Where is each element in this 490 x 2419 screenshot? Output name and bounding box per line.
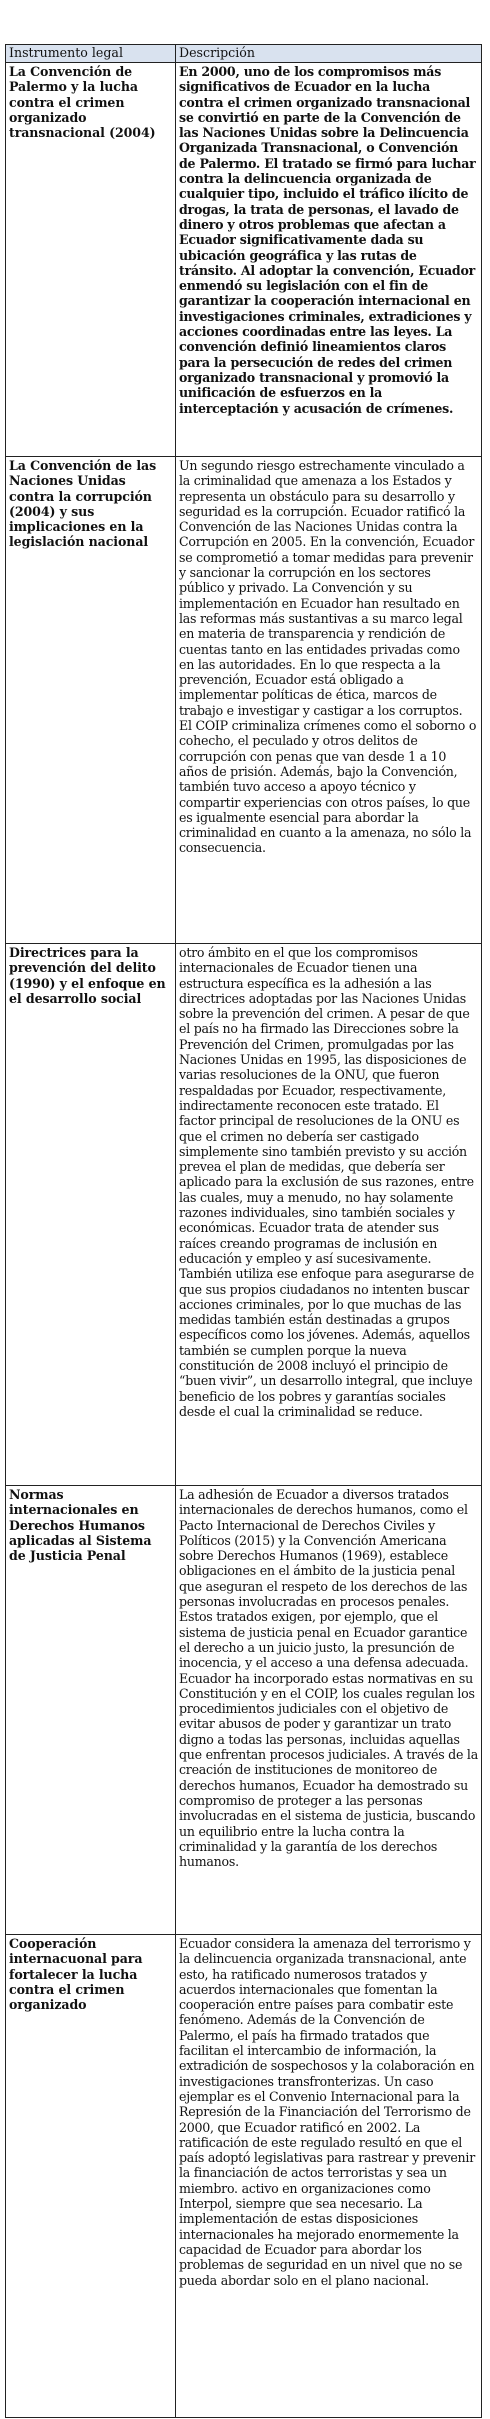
table-row <box>6 944 482 1486</box>
instrument-cell: Directrices para la prevención del delito (1990) y el enfoque en el desarrollo social <box>6 944 176 1486</box>
legal-instruments-table <box>5 44 482 2418</box>
description-cell: Ecuador considera la amenaza del terrorismo y la delincuencia organizada transnacional, ante esto, ha ratificado numerosos tratados y acuerdos internacionales que fomentan la cooperación entre países para combatir este fenómeno. Además de la Convención de Palermo, el país ha firmado tratados que facilitan el intercambio de información, la extradición de sospechosos y la colaboración en investigaciones transfronterizas. Un caso ejemplar es el Convenio Internacional para la Represión de la Financiación del Terrorismo de 2000, que Ecuador ratificó en 2002. La ratificación de este regulado resultó en que el país adoptó legislativas para rastrear y prevenir la financiación de actos terroristas y sea un miembro. activo en organizaciones como Interpol, siempre que sea necesario. La implementación de estas disposiciones internacionales ha mejorado enormemente la capacidad de Ecuador para abordar los problemas de seguridad en un nivel que no se pueda abordar solo en el plano nacional. <box>176 1935 482 2418</box>
header-instrument: Instrumento legal <box>6 45 176 63</box>
instrument-cell: Cooperación internacuonal para fortalecer la lucha contra el crimen organizado <box>6 1935 176 2418</box>
description-cell: Un segundo riesgo estrechamente vinculado a la criminalidad que amenaza a los Estados y representa un obstáculo para su desarrollo y seguridad es la corrupción. Ecuador ratificó la Convención de las Naciones Unidas contra la Corrupción en 2005. En la convención, Ecuador se comprometió a tomar medidas para prevenir y sancionar la corrupción en los sectores público y privado. La Convención y su implementación en Ecuador han resultado en las reformas más sustantivas a su marco legal en materia de transparencia y rendición de cuentas tanto en las entidades privadas como en las autoridades. En lo que respecta a la prevención, Ecuador está obligado a implementar políticas de ética, marcos de trabajo e investigar y castigar a los corruptos. El COIP criminaliza crímenes como el soborno o cohecho, el peculado y otros delitos de corrupción con penas que van desde 1 a 10 años de prisión. Además, bajo la Convención, también tuvo acceso a apoyo técnico y compartir experiencias con otros países, lo que es igualmente esencial para abordar la criminalidad en cuanto a la amenaza, no sólo la consecuencia. <box>176 457 482 944</box>
description-cell: otro ámbito en el que los compromisos internacionales de Ecuador tienen una estructura específica es la adhesión a las directrices adoptadas por las Naciones Unidas sobre la prevención del crimen. A pesar de que el país no ha firmado las Direcciones sobre la Prevención del Crimen, promulgadas por las Naciones Unidas en 1995, las disposiciones de varias resoluciones de la ONU, que fueron respaldadas por Ecuador, respectivamente, indirectamente reconocen este tratado. El factor principal de resoluciones de la ONU es que el crimen no debería ser castigado simplemente sino también previsto y su acción prevea el plan de medidas, que debería ser aplicado para la exclusión de sus razones, entre las cuales, muy a menudo, no hay solamente razones individuales, sino también sociales y económicas. Ecuador trata de atender sus raíces creando programas de inclusión en educación y empleo y así sucesivamente. También utiliza ese enfoque para asegurarse de que sus propios ciudadanos no intenten buscar acciones criminales, por lo que muchas de las medidas también están destinadas a grupos específicos como los jóvenes. Además, aquellos también se cumplen porque la nueva constitución de 2008 incluyó el principio de “buen vivir”, un desarrollo integral, que incluye beneficio de los pobres y garantías sociales desde el cual la criminalidad se reduce. <box>176 944 482 1486</box>
table-row <box>6 457 482 944</box>
table-row <box>6 63 482 457</box>
instrument-cell: La Convención de Palermo y la lucha contra el crimen organizado transnacional (2004) <box>6 63 176 457</box>
instrument-cell: Normas internacionales en Derechos Humanos aplicadas al Sistema de Justicia Penal <box>6 1486 176 1935</box>
description-cell: La adhesión de Ecuador a diversos tratados internacionales de derechos humanos, como el Pacto Internacional de Derechos Civiles y Políticos (2015) y la Convención Americana sobre Derechos Humanos (1969), establece obligaciones en el ámbito de la justicia penal que aseguran el respeto de los derechos de las personas involucradas en procesos penales. Estos tratados exigen, por ejemplo, que el sistema de justicia penal en Ecuador garantice el derecho a un juicio justo, la presunción de inocencia, y el acceso a una defensa adecuada. Ecuador ha incorporado estas normativas en su Constitución y en el COIP, los cuales regulan los procedimientos judiciales con el objetivo de evitar abusos de poder y garantizar un trato digno a todas las personas, incluidas aquellas que enfrentan procesos judiciales. A través de la creación de instituciones de monitoreo de derechos humanos, Ecuador ha demostrado su compromiso de proteger a las personas involucradas en el sistema de justicia, buscando un equilibrio entre la lucha contra la criminalidad y la garantía de los derechos humanos. <box>176 1486 482 1935</box>
table-row <box>6 1486 482 1935</box>
table-header-row <box>6 45 482 63</box>
header-description: Descripción <box>176 45 482 63</box>
table-row <box>6 1935 482 2418</box>
description-cell: En 2000, uno de los compromisos más significativos de Ecuador en la lucha contra el crimen organizado transnacional se convirtió en parte de la Convención de las Naciones Unidas sobre la Delincuencia Organizada Transnacional, o Convención de Palermo. El tratado se firmó para luchar contra la delincuencia organizada de cualquier tipo, incluido el tráfico ilícito de drogas, la trata de personas, el lavado de dinero y otros problemas que afectan a Ecuador significativamente dada su ubicación geográfica y las rutas de tránsito. Al adoptar la convención, Ecuador enmendó su legislación con el fin de garantizar la cooperación internacional en investigaciones criminales, extradiciones y acciones coordinadas entre las leyes. La convención definió lineamientos claros para la persecución de redes del crimen organizado transnacional y promovió la unificación de esfuerzos en la interceptación y acusación de crímenes. <box>176 63 482 457</box>
instrument-cell: La Convención de las Naciones Unidas contra la corrupción (2004) y sus implicaciones en la legislación nacional <box>6 457 176 944</box>
